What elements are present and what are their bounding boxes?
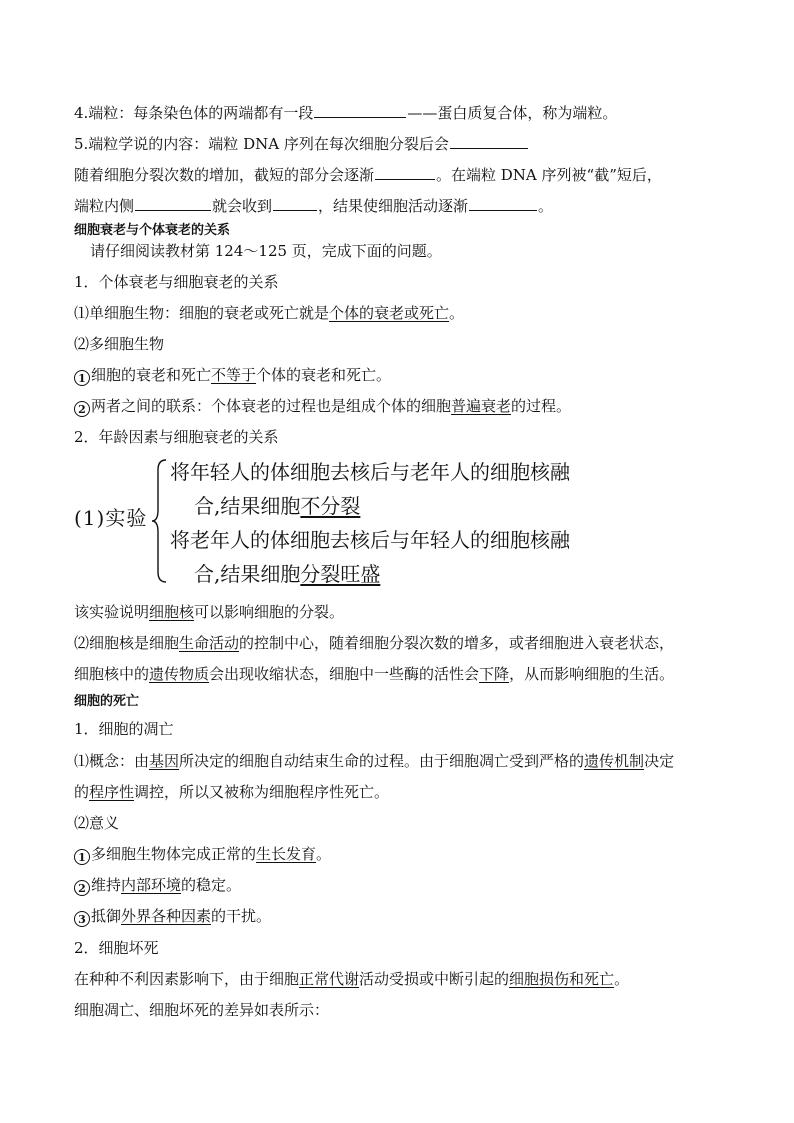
text: 。在端粒 DNA 序列被“截”短后， xyxy=(436,166,662,184)
text: 4.端粒：每条染色体的两端都有一段 xyxy=(74,104,314,122)
text: 维持 xyxy=(91,876,122,894)
answer-underlined: 个体的衰老或死亡 xyxy=(329,304,450,322)
answer-underlined: 遗传机制 xyxy=(584,752,645,770)
text: ⑵细胞核是细胞 xyxy=(74,634,180,652)
experiment-label: (1)实验 xyxy=(74,506,148,530)
experiment-line-3: 将老年人的体细胞去核后与年轻人的细胞核融 xyxy=(170,528,570,552)
subsection-title: 2．细胞坏死 xyxy=(74,939,159,957)
subsection-title: 1．细胞的凋亡 xyxy=(74,720,174,738)
answer-underlined: 细胞损伤和死亡 xyxy=(509,970,615,988)
text: 。 xyxy=(316,845,332,863)
circled-number: 1 xyxy=(74,370,90,386)
significance-heading: ⑵意义 xyxy=(74,814,120,832)
text: 的稳定。 xyxy=(181,876,242,894)
text: 的 xyxy=(74,783,90,801)
answer-underlined: 不等于 xyxy=(211,366,257,384)
text: 合,结果细胞 xyxy=(194,562,301,586)
answer-underlined: 不分裂 xyxy=(300,494,361,518)
text: 所决定的细胞自动结束生命的过程。由于细胞凋亡受到严格的 xyxy=(179,752,585,770)
fill-blank[interactable] xyxy=(469,195,537,211)
text: 活动受损或中断引起的 xyxy=(359,970,510,988)
answer-underlined: 细胞核 xyxy=(149,603,195,621)
answer-underlined: 遗传物质 xyxy=(149,665,210,683)
section-heading: 细胞的死亡 xyxy=(74,694,140,709)
significance-point-3 xyxy=(74,906,271,927)
text: 端粒内侧 xyxy=(74,197,135,215)
text: 该实验说明 xyxy=(74,603,150,621)
text: ⑴单细胞生物：细胞的衰老或死亡就是 xyxy=(74,304,330,322)
apoptosis-concept-line-2 xyxy=(74,782,389,802)
text: 抵御 xyxy=(91,907,122,925)
text: 。 xyxy=(538,197,554,215)
text: 多细胞生物体完成正常的 xyxy=(91,845,257,863)
circled-number: 3 xyxy=(74,911,90,927)
significance-point-2 xyxy=(74,875,241,896)
multi-cell-point-1 xyxy=(74,365,391,386)
text: 可以影响细胞的分裂。 xyxy=(194,603,345,621)
experiment-line-4 xyxy=(194,558,380,587)
multi-cell-point-2 xyxy=(74,396,571,417)
text: 。 xyxy=(449,304,465,322)
necrosis-line xyxy=(74,969,629,989)
instruction-line: 请仔细阅读教材第 124～125 页，完成下面的问题。 xyxy=(90,242,442,260)
text: 在种种不利因素影响下，由于细胞 xyxy=(74,970,300,988)
answer-underlined: 下降 xyxy=(479,665,510,683)
text: ⑴概念：由 xyxy=(74,752,150,770)
text: 随着细胞分裂次数的增加，截短的部分会逐渐 xyxy=(74,166,375,184)
experiment-line-2 xyxy=(194,490,360,519)
table-intro-line: 细胞凋亡、细胞坏死的差异如表所示： xyxy=(74,1001,330,1019)
telomere-theory-line-3 xyxy=(74,195,553,216)
text: 的控制中心，随着细胞分裂次数的增多，或者细胞进入衰老状态， xyxy=(239,634,675,652)
circled-number: 2 xyxy=(74,401,90,417)
text: ，从而影响细胞的生活。 xyxy=(509,665,675,683)
left-brace-icon xyxy=(150,458,168,584)
circled-number: 2 xyxy=(74,880,90,896)
text: 的过程。 xyxy=(511,397,572,415)
text: 合,结果细胞 xyxy=(194,494,301,518)
answer-underlined: 程序性 xyxy=(89,783,135,801)
answer-underlined: 基因 xyxy=(149,752,180,770)
subsection-title: 1．个体衰老与细胞衰老的关系 xyxy=(74,273,279,291)
text: 细胞核中的 xyxy=(74,665,150,683)
text: 会出现收缩状态，细胞中一些酶的活性会 xyxy=(209,665,480,683)
nucleus-line-2 xyxy=(74,664,674,684)
section-heading: 细胞衰老与个体衰老的关系 xyxy=(74,223,231,238)
answer-underlined: 分裂旺盛 xyxy=(300,562,381,586)
text: 的干扰。 xyxy=(211,907,272,925)
answer-underlined: 外界各种因素 xyxy=(121,907,212,925)
text: 决定 xyxy=(644,752,675,770)
text: 5.端粒学说的内容：端粒 DNA 序列在每次细胞分裂后会 xyxy=(74,135,449,153)
answer-underlined: 内部环境 xyxy=(121,876,182,894)
text: 调控，所以又被称为细胞程序性死亡。 xyxy=(134,783,390,801)
text: 。 xyxy=(614,970,630,988)
text: ——蛋白质复合体，称为端粒。 xyxy=(407,104,618,122)
fill-blank[interactable] xyxy=(273,195,317,211)
text: 细胞的衰老和死亡 xyxy=(91,366,212,384)
answer-underlined: 生命活动 xyxy=(179,634,240,652)
circled-number: 1 xyxy=(74,849,90,865)
fill-blank[interactable] xyxy=(314,102,406,118)
fill-blank[interactable] xyxy=(450,133,528,149)
fill-blank[interactable] xyxy=(135,195,211,211)
answer-underlined: 生长发育 xyxy=(256,845,317,863)
multi-cell-heading: ⑵多细胞生物 xyxy=(74,335,165,353)
single-cell-line xyxy=(74,303,464,323)
nucleus-line-1 xyxy=(74,633,674,653)
fill-blank[interactable] xyxy=(375,164,435,180)
significance-point-1 xyxy=(74,844,331,865)
apoptosis-concept-line-1 xyxy=(74,751,674,771)
telomere-theory-line-2 xyxy=(74,164,662,185)
answer-underlined: 正常代谢 xyxy=(299,970,360,988)
text: 两者之间的联系：个体衰老的过程也是组成个体的细胞 xyxy=(91,397,452,415)
telomere-theory-line xyxy=(74,133,529,154)
telomere-definition-line xyxy=(74,102,617,123)
text: 个体的衰老和死亡。 xyxy=(256,366,392,384)
subsection-title: 2．年龄因素与细胞衰老的关系 xyxy=(74,428,279,446)
text: 就会收到 xyxy=(212,197,273,215)
text: ，结果使细胞活动逐渐 xyxy=(318,197,469,215)
answer-underlined: 普遍衰老 xyxy=(451,397,512,415)
conclusion-line xyxy=(74,602,344,622)
experiment-block xyxy=(74,456,674,586)
experiment-line-1: 将年轻人的体细胞去核后与老年人的细胞核融 xyxy=(170,460,570,484)
